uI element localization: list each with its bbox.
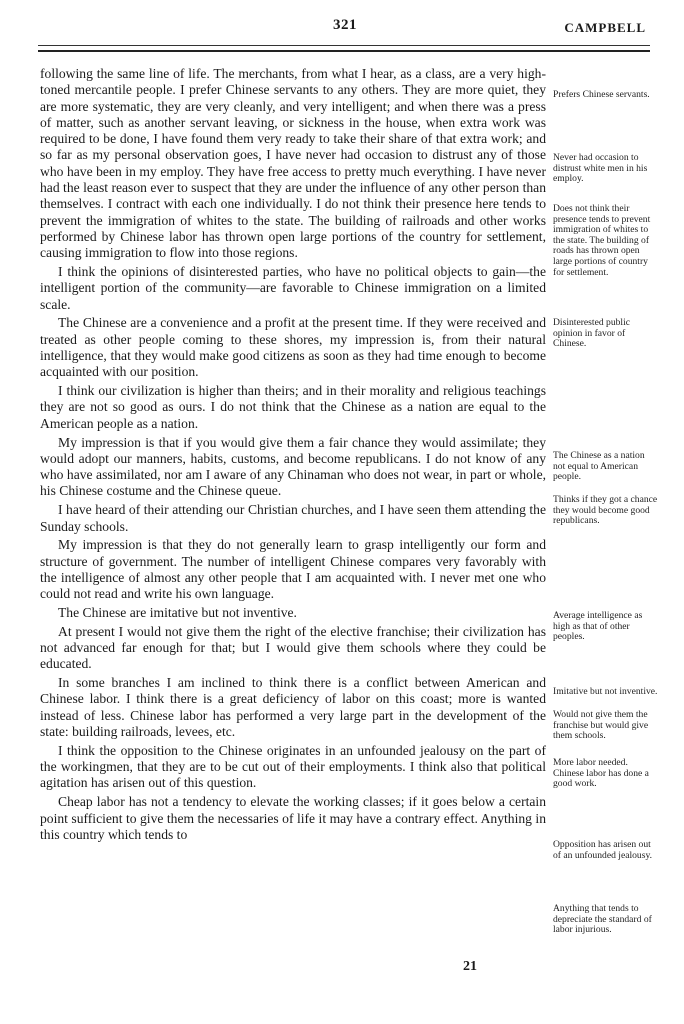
side-note: Prefers Chinese servants. [553, 89, 650, 100]
side-note: Would not give them the franchise but would give them schools. [553, 709, 649, 742]
paragraph: I think the opinions of disinterested parties, who have no political objects to gain—the intelligent portion of the community—are favorable to Chinese immigration on a limited scale. [40, 264, 546, 312]
paragraph: Cheap labor has not a tendency to elevate the working classes; if it goes below a certain point sufficient to give them the necessaries of life it may have a contrary effect. Anything in this country which tends to [40, 794, 546, 842]
paragraph: I think the opposition to the Chinese originates in an unfounded jealousy on the part of the workingmen, that they are to be cut out of their employments. I think also that political agitation has arisen out of this question. [40, 742, 546, 791]
side-note: Does not think their presence tends to prevent immigration of whites to the state. The building of roads has thrown open large portions of country for settlement. [553, 203, 651, 278]
side-note: Anything that tends to depreciate the standard of labor injurious. [553, 903, 652, 936]
side-note: Imitative but not inventive. [553, 686, 658, 697]
paragraph: I think our civilization is higher than theirs; and in their morality and religious teachings they are not so good as ours. I do not think that the Chinese as a nation are equal to the American people as a nation. [40, 383, 546, 431]
paragraph: I have heard of their attending our Christian churches, and I have seen them attending the Sunday schools. [40, 502, 546, 534]
paragraph: following the same line of life. The merchants, from what I hear, as a class, are a very high-toned mercantile people. I prefer Chinese servants to any others. They are more quiet, they are more systematic, they are very cleanly, and very intelligent; and when there was a press of matter, such as another servant leaving, or sickness in the house, when extra work was required to be done, I have found them very ready to take their share of that extra work; and so far as my personal observation goes, I have never had occasion to distrust any of those who have been in my employ. They have free access to pretty much everything. I have never had the least reason ever to suspect that they are under the influence of any other person than themselves. I contract with each one individually. I do not think their presence here tends to prevent the immigration of whites to the state. The building of railroads and other works performed by Chinese labor has thrown open large portions of the country for settlement, causing immigration to flow into those regions. [40, 66, 546, 261]
paragraph: My impression is that if you would give them a fair chance they would assimilate; they would adopt our manners, habits, customs, and become republicans. I do not know of any who have assimilated, nor am I aware of any Chinaman who does not wear, in part or whole, his Chinese costume and the Chinese queue. [40, 434, 546, 499]
paragraph: My impression is that they do not generally learn to grasp intelligently our form and structure of government. The number of intelligent Chinese compares very favorably with the intelligence of almost any other people that I am acquainted with. I never met one who could not read and write his own language. [40, 537, 546, 602]
paragraph: In some branches I am inclined to think there is a conflict between American and Chinese labor. I think there is a great deficiency of labor on this coast; more is wanted instead of less. Chinese labor has performed a very large part in the development of the state: building railroads, levees, etc. [40, 675, 546, 740]
paragraph: The Chinese are imitative but not inventive. [58, 605, 297, 620]
side-note: Average intelligence as high as that of other peoples. [553, 610, 643, 643]
running-head: CAMPBELL [564, 20, 646, 35]
header-rule-thin [38, 45, 650, 46]
page-number: 321 [333, 17, 357, 33]
side-note: More labor needed. Chinese labor has done a good work. [553, 757, 649, 790]
paragraph: At present I would not give them the right of the elective franchise; their civilization has not advanced far enough for that; but I would give them schools where they could be educated. [40, 623, 546, 672]
paragraph: The Chinese are a convenience and a profit at the present time. If they were received and treated as other people coming to these shores, my impression is, from their natural intelligence, that they would make good citizens as soon as they had time enough to become acquainted with our position. [40, 315, 546, 380]
side-note: The Chinese as a nation not equal to American people. [553, 450, 645, 483]
side-note: Disinterested public opinion in favor of Chinese. [553, 317, 630, 350]
side-note: Never had occasion to distrust white men in his employ. [553, 152, 648, 185]
body-text [40, 66, 546, 846]
header-rule-thick [38, 50, 650, 52]
side-note: Opposition has arisen out of an unfounded jealousy. [553, 839, 653, 861]
page-header [0, 0, 684, 40]
signature-mark: 21 [463, 959, 477, 974]
side-note: Thinks if they got a chance they would become good republicans. [553, 494, 658, 527]
